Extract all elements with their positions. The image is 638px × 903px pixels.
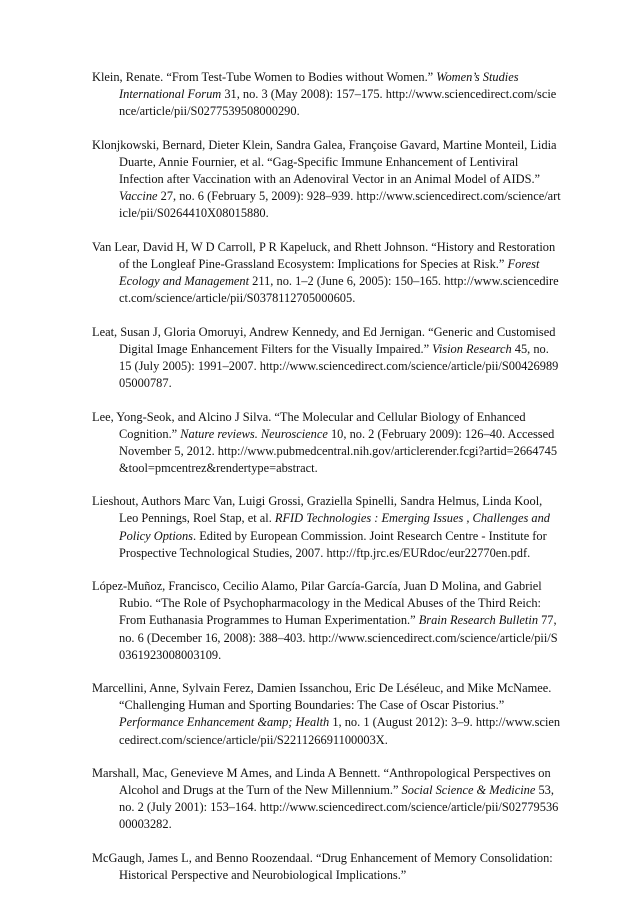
entry-authors-and-article: Klein, Renate. “From Test-Tube Women to Bodies without Women.” [92, 70, 437, 84]
bibliography-entry [92, 578, 562, 663]
entry-authors-and-article: Marcellini, Anne, Sylvain Ferez, Damien Issanchou, Eric De Léséleuc, and Mike McNamee. “Challenging Human and Sporting Boundaries: The Case of Oscar Pistorius.” [92, 681, 552, 713]
entry-url-link[interactable]: http://www.sciencedirect.com/science/article/pii/S0277953600003282. [119, 800, 559, 832]
entry-publication-details: 1, no. 1 (August 2012): 3–9. [329, 715, 473, 730]
entry-url-link[interactable]: http://www.sciencedirect.com/science/article/pii/S221126691100003X. [119, 715, 561, 747]
entry-publication-title: Brain Research Bulletin [418, 613, 539, 628]
entry-url-link[interactable]: http://www.sciencedirect.com/science/article/pii/S0264410X08015880. [119, 189, 561, 221]
entry-url-link[interactable]: http://www.sciencedirect.com/science/article/pii/S0042698905000787. [119, 358, 559, 390]
bibliography-entry [92, 409, 562, 477]
entry-authors-and-article: Marshall, Mac, Genevieve M Ames, and Linda A Bennett. “Anthropological Perspectives on Alcohol and Drugs at the Turn of the New Millennium.” [92, 766, 551, 798]
bibliography-entry [92, 765, 562, 833]
entry-authors-and-article: Leat, Susan J, Gloria Omoruyi, Andrew Kennedy, and Ed Jernigan. “Generic and Customised Digital Image Enhancement Filters for the Visually Impaired.” [92, 324, 556, 356]
entry-publication-details: 53, no. 2 (July 2001): 153–164. [119, 783, 554, 815]
entry-authors-and-article: McGaugh, James L, and Benno Roozendaal. “Drug Enhancement of Memory Consolidation: Historical Perspective and Neurobiological Implications.” [92, 850, 553, 883]
entry-publication-title: Social Science & Medicine [401, 783, 536, 798]
entry-url-link[interactable]: http://www.pubmedcentral.nih.gov/articlerender.fcgi?artid=2664745&tool=pmcentrez&rendertype=abstract. [119, 443, 558, 475]
entry-url-link[interactable]: http://ftp.jrc.es/EURdoc/eur22770en.pdf. [326, 545, 531, 560]
bibliography-entry [92, 69, 562, 120]
entry-publication-details: 77, no. 6 (December 16, 2008): 388–403. [119, 613, 557, 645]
entry-url-link[interactable]: http://www.sciencedirect.com/science/article/pii/S0378112705000605. [119, 273, 559, 306]
entry-publication-details: 10, no. 2 (February 2009): 126–40. Accessed November 5, 2012. [119, 426, 555, 458]
entry-publication-details: 31, no. 3 (May 2008): 157–175. [221, 87, 383, 102]
entry-publication-title: Vision Research [432, 341, 512, 356]
bibliography-list [92, 69, 562, 884]
bibliography-entry [92, 137, 562, 222]
entry-authors-and-article: López-Muñoz, Francisco, Cecilio Alamo, Pilar García-García, Juan D Molina, and Gabriel Rubio. “The Role of Psychopharmacology in the Medical Abuses of the Third Reich: From Euthanasia Programmes to Human Experimentation.” [92, 579, 542, 628]
entry-url-link[interactable]: http://www.sciencedirect.com/science/article/pii/S0361923008003109. [119, 630, 558, 662]
entry-publication-title: Women’s Studies International Forum [119, 70, 519, 102]
entry-publication-title: RFID Technologies : Emerging Issues , Challenges and Policy Options [119, 511, 550, 543]
entry-authors-and-article: Van Lear, David H, W D Carroll, P R Kapeluck, and Rhett Johnson. “History and Restoration of the Longleaf Pine-Grassland Ecosystem: Implications for Species at Risk.” [92, 239, 556, 271]
bibliography-entry [92, 850, 562, 884]
bibliography-entry [92, 239, 562, 307]
entry-authors-and-article: Lee, Yong-Seok, and Alcino J Silva. “The Molecular and Cellular Biology of Enhanced Cognition.” [92, 409, 526, 441]
entry-publication-title: Forest Ecology and Management [119, 256, 540, 288]
bibliography-entry [92, 324, 562, 392]
entry-publication-details: . Edited by European Commission. Joint Research Centre - Institute for Prospective Technological Studies, 2007. [119, 528, 547, 560]
entry-authors-and-article: Lieshout, Authors Marc Van, Luigi Grossi, Graziella Spinelli, Sandra Helmus, Linda Kool, Leo Pennings, Roel Stap, et al. [92, 494, 543, 526]
entry-authors-and-article: Klonjkowski, Bernard, Dieter Klein, Sandra Galea, Françoise Gavard, Martine Monteil, Lidia Duarte, Annie Fournier, et al. “Gag-Specific Immune Enhancement of Lentiviral Infection after Vaccination with an Adenoviral Vector in an Animal Model of AIDS.” [92, 137, 557, 186]
entry-publication-details: 27, no. 6 (February 5, 2009): 928–939. [157, 189, 354, 204]
entry-publication-title: Performance Enhancement &amp; Health [119, 715, 330, 730]
entry-publication-title: Vaccine [119, 189, 158, 204]
bibliography-entry [92, 680, 562, 748]
entry-publication-details: 211, no. 1–2 (June 6, 2005): 150–165. [249, 273, 442, 288]
entry-url-link[interactable]: http://www.sciencedirect.com/science/article/pii/S0277539508000290. [119, 87, 557, 119]
bibliography-entry [92, 493, 562, 561]
entry-publication-title: Nature reviews. Neuroscience [180, 426, 328, 441]
entry-publication-details: 45, no. 15 (July 2005): 1991–2007. [119, 341, 549, 373]
